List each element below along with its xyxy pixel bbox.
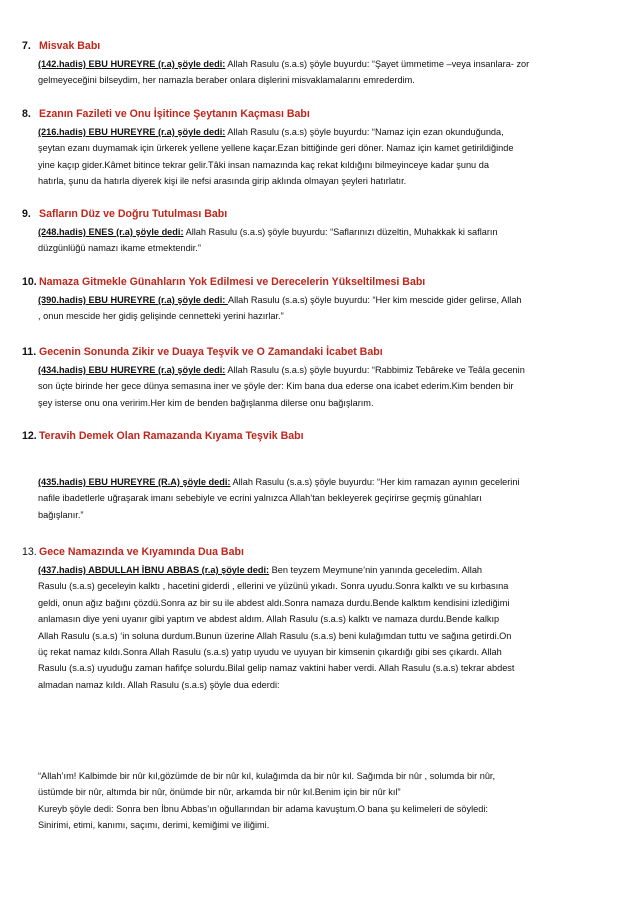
section-10 bbox=[22, 275, 612, 325]
section-number: 9. bbox=[22, 208, 31, 220]
hadith-text bbox=[38, 56, 616, 89]
section-heading bbox=[22, 545, 612, 559]
hadith-source: (216.hadis) EBU HUREYRE (r.a) şöyle dedi: bbox=[38, 127, 226, 137]
hadith-source: (248.hadis) ENES (r.a) şöyle dedi: bbox=[38, 227, 184, 237]
section-number: 11. bbox=[22, 346, 37, 358]
text-line: almadan namaz kıldı. Allah Rasulu (s.a.s) şöyle dua ederdi: bbox=[38, 679, 280, 690]
text-line: Rasulu (s.a.s) uyuduğu zaman hafifçe solurdu.Bilal gelip namaz vaktini haber verdi. Allah Rasulu (s.a.s) tekrar abdest bbox=[38, 663, 515, 674]
text-line: Sinirimi, etimi, kanımı, saçımı, derimi, kemiğimi ve iliğimi. bbox=[38, 820, 270, 831]
hadith-text bbox=[38, 292, 616, 325]
text-line: anlamasın diye yeni uyanır gibi yaptım ve abdest aldım. Allah Rasulu (s.a.s) kalktı ve namaza durdu.Bende kalkıp bbox=[38, 614, 500, 625]
text-line: Allah Rasulu (s.a.s) şöyle buyurdu: “Saflarınızı düzeltin, Muhakkak ki safların bbox=[185, 227, 498, 237]
text-line: hatırla, şunu da hatırla diyerek kişi ile nefsi arasında girip aklında olmayan şeyleri hatırlatır. bbox=[38, 176, 407, 187]
text-line: düzgünlüğü namazı ikame etmektendir.” bbox=[38, 243, 201, 254]
section-title: Gece Namazında ve Kıyamında Dua Babı bbox=[39, 546, 244, 558]
hadith-text bbox=[38, 562, 616, 693]
section-heading bbox=[22, 275, 612, 289]
section-heading bbox=[22, 429, 612, 443]
section-11 bbox=[22, 345, 612, 411]
hadith-source: (435.hadis) EBU HUREYRE (R.A) şöyle dedi: bbox=[38, 477, 231, 487]
text-line: şey isterse onu ona veririm.Her kim de benden bağışlanma dilerse onu bağışlarım. bbox=[38, 397, 374, 408]
hadith-text bbox=[38, 474, 616, 523]
section-title: Misvak Babı bbox=[39, 40, 101, 52]
hadith-source: (142.hadis) EBU HUREYRE (r.a) şöyle dedi: bbox=[38, 59, 226, 69]
text-line: Rasulu (s.a.s) geceleyin kalktı , hacetini giderdi , ellerini ve yüzünü yıkadı. Sonra uyudu.Sonra kalktı ve su kırbasına bbox=[38, 581, 509, 592]
section-number: 7. bbox=[22, 40, 31, 52]
section-title: Teravih Demek Olan Ramazanda Kıyama Teşvik Babı bbox=[39, 430, 304, 442]
text-line: , onun mescide her gidiş gelişinde cennetteki yerini hazırlar.” bbox=[38, 311, 284, 322]
section-title: Safların Düz ve Doğru Tutulması Babı bbox=[39, 208, 228, 220]
text-line: Allah Rasulu (s.a.s) şöyle buyurdu: “Her kim ramazan ayının gecelerini bbox=[230, 477, 520, 487]
section-number: 8. bbox=[22, 108, 31, 120]
section-number: 12. bbox=[22, 430, 37, 442]
section-title: Ezanın Fazileti ve Onu İşitince Şeytanın Kaçması Babı bbox=[39, 108, 310, 120]
section-number: 13. bbox=[22, 546, 37, 558]
text-line: üstümde bir nûr, altımda bir nûr, önümde bir nûr, arkamda bir nûr kıl.Benim için bir nûr kıl” bbox=[38, 787, 401, 798]
text-line: son üçte birinde her gece dünya semasına iner ve şöyle der: Kim bana dua ederse ona icabet ederim.Kim benden bir bbox=[38, 381, 514, 392]
text-line: Allah Rasulu (s.a.s) şöyle buyurdu: “Rabbimiz Tebâreke ve Teâla gecenin bbox=[225, 365, 525, 375]
hadith-text bbox=[38, 224, 616, 257]
text-line: bağışlanır.” bbox=[38, 509, 84, 520]
text-line: Allah Rasulu (s.a.s) şöyle buyurdu: “Namaz için ezan okunduğunda, bbox=[227, 127, 504, 137]
hadith-source: (437.hadis) ABDULLAH İBNU ABBAS (r.a) şöyle dedi: bbox=[38, 565, 270, 575]
hadith-text bbox=[38, 124, 616, 190]
dua-block bbox=[22, 768, 612, 834]
section-number: 10. bbox=[22, 276, 37, 288]
text-line: Ben teyzem Meymune’nin yanında geceledim. Allah bbox=[269, 565, 483, 575]
section-12 bbox=[22, 429, 612, 523]
section-heading bbox=[22, 107, 612, 121]
section-heading bbox=[22, 39, 612, 53]
text-line: üç rekat namaz kıldı.Sonra Allah Rasulu (s.a.s) yatıp uyudu ve uyuyan bir kimsenin çıkardığı gibi ses çıkardı. Allah bbox=[38, 647, 502, 658]
text-line: yine kaçıp gider.Kâmet bitince tekrar gelir.Tâki insan namazında kaç rekat kıldığını bilmeyinceye kadar şunu da bbox=[38, 159, 489, 170]
section-8 bbox=[22, 107, 612, 190]
text-line: Allah Rasulu (s.a.s) ‘in soluna durdum.Bunun üzerine Allah Rasulu (s.a.s) beni kulağımdan tuttu ve sağına getirdi.On bbox=[38, 630, 512, 641]
dua-text bbox=[38, 768, 616, 834]
text-line: gelmeyeceğini bilseydim, her namazla beraber onlara dişlerini misvaklamalarını emrederdim. bbox=[38, 75, 415, 86]
hadith-source: (434.hadis) EBU HUREYRE (r.a) şöyle dedi: bbox=[38, 365, 226, 375]
text-line: geldi, onun ağız bağını çözdü.Sonra az bir su ile abdest aldı.Sonra namaza durdu.Bende kalktım kendisini izlediğimi bbox=[38, 597, 510, 608]
hadith-text bbox=[38, 362, 616, 411]
section-9 bbox=[22, 207, 612, 257]
text-line: Allah Rasulu (s.a.s) şöyle buyurdu: “Her kim mescide gider gelirse, Allah bbox=[227, 295, 522, 305]
hadith-source: (390.hadis) EBU HUREYRE (r.a) şöyle dedi: bbox=[38, 295, 228, 305]
text-line: şeytan ezanı duymamak için ürkerek yellene yellene kaçar.Ezan bittiğinde geri döner. Namaz için kamet getirildiğinde bbox=[38, 143, 514, 154]
text-line: Kureyb şöyle dedi: Sonra ben İbnu Abbas’ın oğullarından bir adama kavuştum.O bana şu kelimeleri de söyledi: bbox=[38, 803, 488, 814]
section-7 bbox=[22, 39, 612, 89]
text-line: nafile ibadetlerle uğraşarak imanı sebebiyle ve ecrini yalnızca Allah’tan bekleyerek geçirirse geçmiş günahları bbox=[38, 493, 482, 504]
section-heading bbox=[22, 207, 612, 221]
section-heading bbox=[22, 345, 612, 359]
text-line: Allah Rasulu (s.a.s) şöyle buyurdu: “Şayet ümmetime –veya insanlara- zor bbox=[227, 59, 530, 69]
text-line: “Allah’ım! Kalbimde bir nûr kıl,gözümde de bir nûr kıl, kulağımda da bir nûr kıl. Sağımda bir nûr , solumda bir nûr, bbox=[38, 771, 496, 781]
section-13 bbox=[22, 545, 612, 693]
section-title: Namaza Gitmekle Günahların Yok Edilmesi ve Derecelerin Yükseltilmesi Babı bbox=[39, 276, 426, 288]
section-title: Gecenin Sonunda Zikir ve Duaya Teşvik ve O Zamandaki İcabet Babı bbox=[39, 346, 383, 358]
